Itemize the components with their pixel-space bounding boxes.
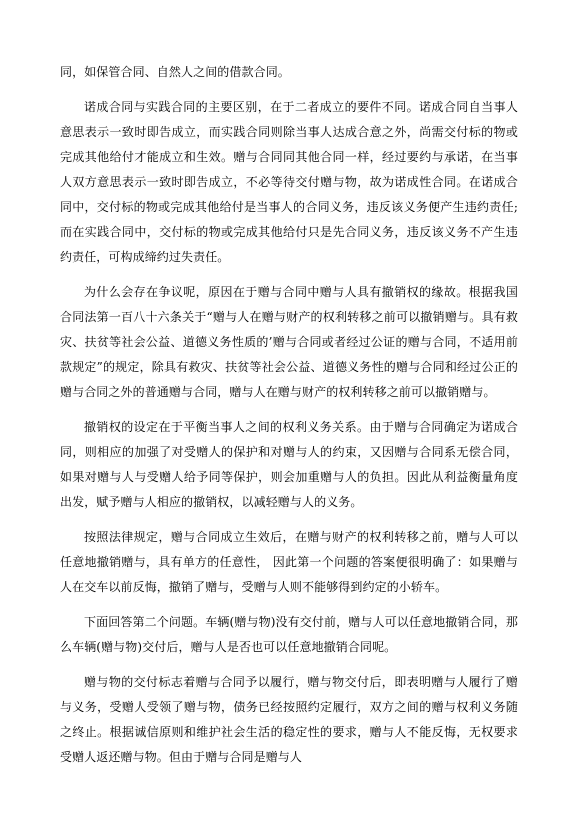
paragraph-5: 按照法律规定，赠与合同成立生效后，在赠与财产的权利转移之前，赠与人可以任意地撤销赠与，具有单方的任意性， 因此第一个问题的答案便很明确了：如果赠与人在交车以前反悔，撤销了赠与，受赠与人则不能够得到约定的小轿车。 (60, 530, 518, 594)
paragraph-2: 诺成合同与实践合同的主要区别，在于二者成立的要件不同。诺成合同自当事人意思表示一致时即告成立，而实践合同则除当事人达成合意之外，尚需交付标的物或完成其他给付才能成立和生效。赠与合同同其他合同一样，经过要约与承诺，在当事人双方意思表示一致时即告成立，不必等待交付赠与物，故为诺成性合同。在诺成合同中，交付标的物或完成其他给付是当事人的合同义务，违反该义务便产生违约责任;而在实践合同中，交付标的物或完成其他给付只是先合同义务，违反该义务不产生违约责任，可构成缔约过失责任。 (60, 100, 518, 264)
document-page (60, 60, 518, 818)
paragraph-6: 下面回答第二个问题。车辆(赠与物)没有交付前，赠与人可以任意地撤销合同，那么车辆(赠与物)交付后，赠与人是否也可以任意地撤销合同呢。 (60, 615, 518, 654)
paragraph-7: 赠与物的交付标志着赠与合同予以履行，赠与物交付后，即表明赠与人履行了赠与义务，受赠人受领了赠与物，债务已经按照约定履行，双方之间的赠与权利义务随之终止。根据诚信原则和维护社会生活的稳定性的要求，赠与人不能反悔，无权要求受赠人返还赠与物。但由于赠与合同是赠与人 (60, 675, 518, 764)
paragraph-4: 撤销权的设定在于平衡当事人之间的权利义务关系。由于赠与合同确定为诺成合同，则相应的加强了对受赠人的保护和对赠与人的约束，又因赠与合同系无偿合同，如果对赠与人与受赠人给予同等保护，则会加重赠与人的负担。因此从利益衡量角度出发，赋予赠与人相应的撤销权，以减轻赠与人的义务。 (60, 420, 518, 509)
paragraph-1: 同，如保管合同、自然人之间的借款合同。 (60, 65, 290, 79)
paragraph-3: 为什么会存在争议呢，原因在于赠与合同中赠与人具有撤销权的缘故。根据我国合同法第一百八十六条关于“赠与人在赠与财产的权利转移之前可以撤销赠与。具有救灾、扶贫等社会公益、道德义务性质的’赠与合同或者经过公证的赠与合同，不适用前款规定”的规定，除具有救灾、扶贫等社会公益、道德义务性的赠与合同和经过公正的赠与合同之外的普通赠与合同，赠与人在赠与财产的权利转移之前可以撤销赠与。 (60, 285, 518, 399)
